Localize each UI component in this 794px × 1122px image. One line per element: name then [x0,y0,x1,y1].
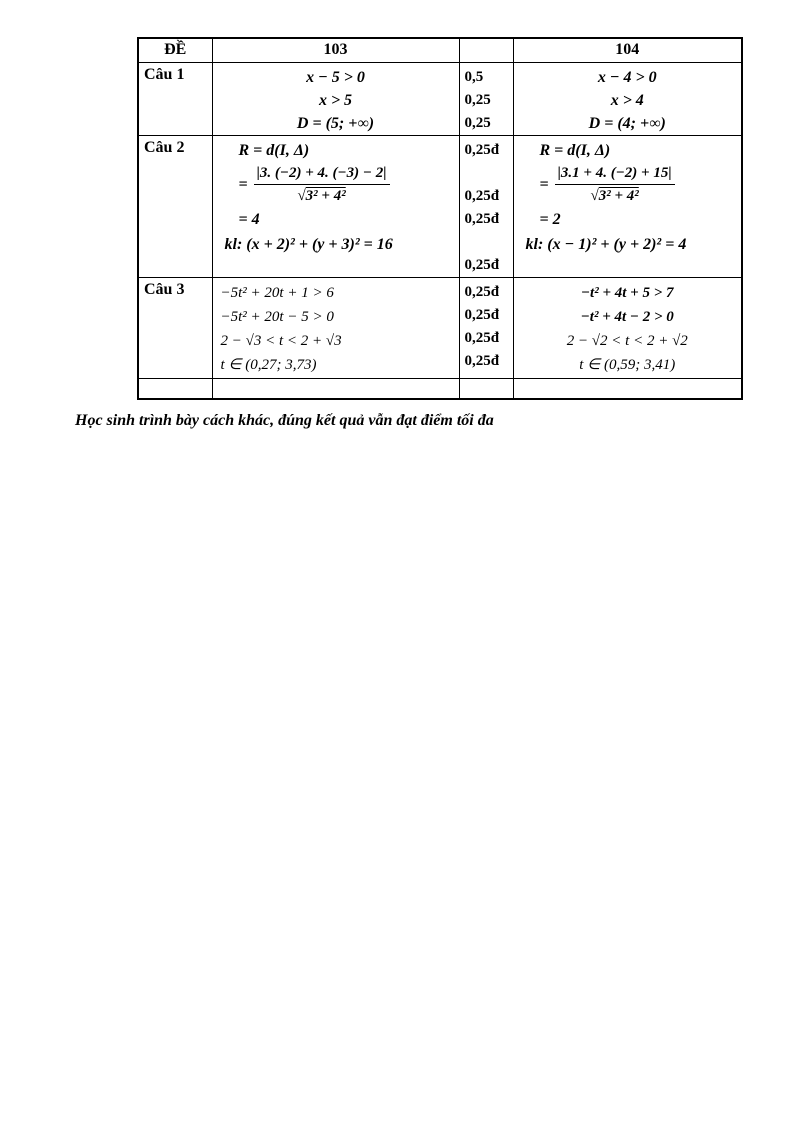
score-line: 0,25 [464,91,491,108]
cau-3-label: Câu 3 [138,277,212,378]
row-cau-3 [138,277,742,378]
math-line: t ∈ (0,27; 3,73) [220,356,317,373]
math-line: −5t² + 20t − 5 > 0 [220,308,334,325]
numerator: |3. (−2) + 4. (−3) − 2| [254,164,390,185]
fraction-equation [239,164,455,206]
cau-1-points [459,62,513,135]
denominator [591,185,639,206]
math-line: x > 4 [610,91,644,109]
header-cell-104: 104 [513,38,742,62]
radicand: 3² + 4² [305,187,346,204]
math-line: x > 5 [318,91,353,109]
numerator: |3.1 + 4. (−2) + 15| [555,164,675,185]
score-line: 0,5 [464,68,484,85]
math-line: −t² + 4t − 2 > 0 [580,308,674,325]
cau-2-answer-104 [513,135,742,277]
footer-note: Học sinh trình bày cách khác, đúng kết quả vẫn đạt điểm tối đa [75,412,494,429]
math-line: = 2 [539,210,561,228]
answer-key-table [137,37,743,400]
score-line: 0,25đ [464,210,500,227]
sqrt-symbol: √ [297,187,306,204]
math-line: −5t² + 20t + 1 > 6 [220,284,334,301]
fraction [555,164,675,206]
cau-2-answer-103 [212,135,459,277]
score-line: 0,25đ [464,306,500,323]
math-line: kl: (x − 1)² + (y + 2)² = 4 [525,235,687,253]
score-line: 0,25đ [464,187,500,204]
radicand: 3² + 4² [598,187,639,204]
math-line: R = d(I, Δ) [238,141,310,159]
score-line [465,231,509,254]
empty-cell [138,378,212,399]
math-line: t ∈ (0,59; 3,41) [579,356,676,373]
empty-row [138,378,742,399]
math-line: R = d(I, Δ) [539,141,611,159]
empty-cell [212,378,459,399]
cau-2-points [459,135,513,277]
cau-3-points [459,277,513,378]
math-line: x − 5 > 0 [306,68,365,86]
score-line: 0,25đ [464,329,500,346]
score-line: 0,25 [464,114,491,131]
math-line: x − 4 > 0 [597,68,657,86]
score-line: 0,25đ [464,141,500,158]
header-cell-de: ĐỀ [138,38,212,62]
table-header-row [138,38,742,62]
score-line: 0,25đ [464,283,500,300]
equals-sign: = [238,175,248,193]
sqrt-symbol: √ [590,187,599,204]
row-cau-2 [138,135,742,277]
math-line: kl: (x + 2)² + (y + 3)² = 16 [224,235,393,253]
score-line [465,162,509,185]
fraction-equation [540,164,738,206]
cau-1-answer-104 [513,62,742,135]
denominator [297,185,345,206]
cau-2-label: Câu 2 [138,135,212,277]
math-line: −t² + 4t + 5 > 7 [580,284,674,301]
math-line: = 4 [238,210,260,228]
row-cau-1 [138,62,742,135]
math-line: D = (4; +∞) [588,114,666,132]
cau-3-answer-104 [513,277,742,378]
cau-1-label: Câu 1 [138,62,212,135]
header-cell-103: 103 [212,38,459,62]
equals-sign: = [539,175,549,193]
score-line: 0,25đ [464,352,500,369]
cau-1-answer-103 [212,62,459,135]
empty-cell [513,378,742,399]
header-cell-points [459,38,513,62]
fraction [254,164,390,206]
math-line: D = (5; +∞) [296,114,375,132]
empty-cell [459,378,513,399]
score-line: 0,25đ [464,256,500,273]
cau-3-answer-103 [212,277,459,378]
math-line: 2 − √3 < t < 2 + √3 [220,332,342,349]
math-line: 2 − √2 < t < 2 + √2 [566,332,688,349]
